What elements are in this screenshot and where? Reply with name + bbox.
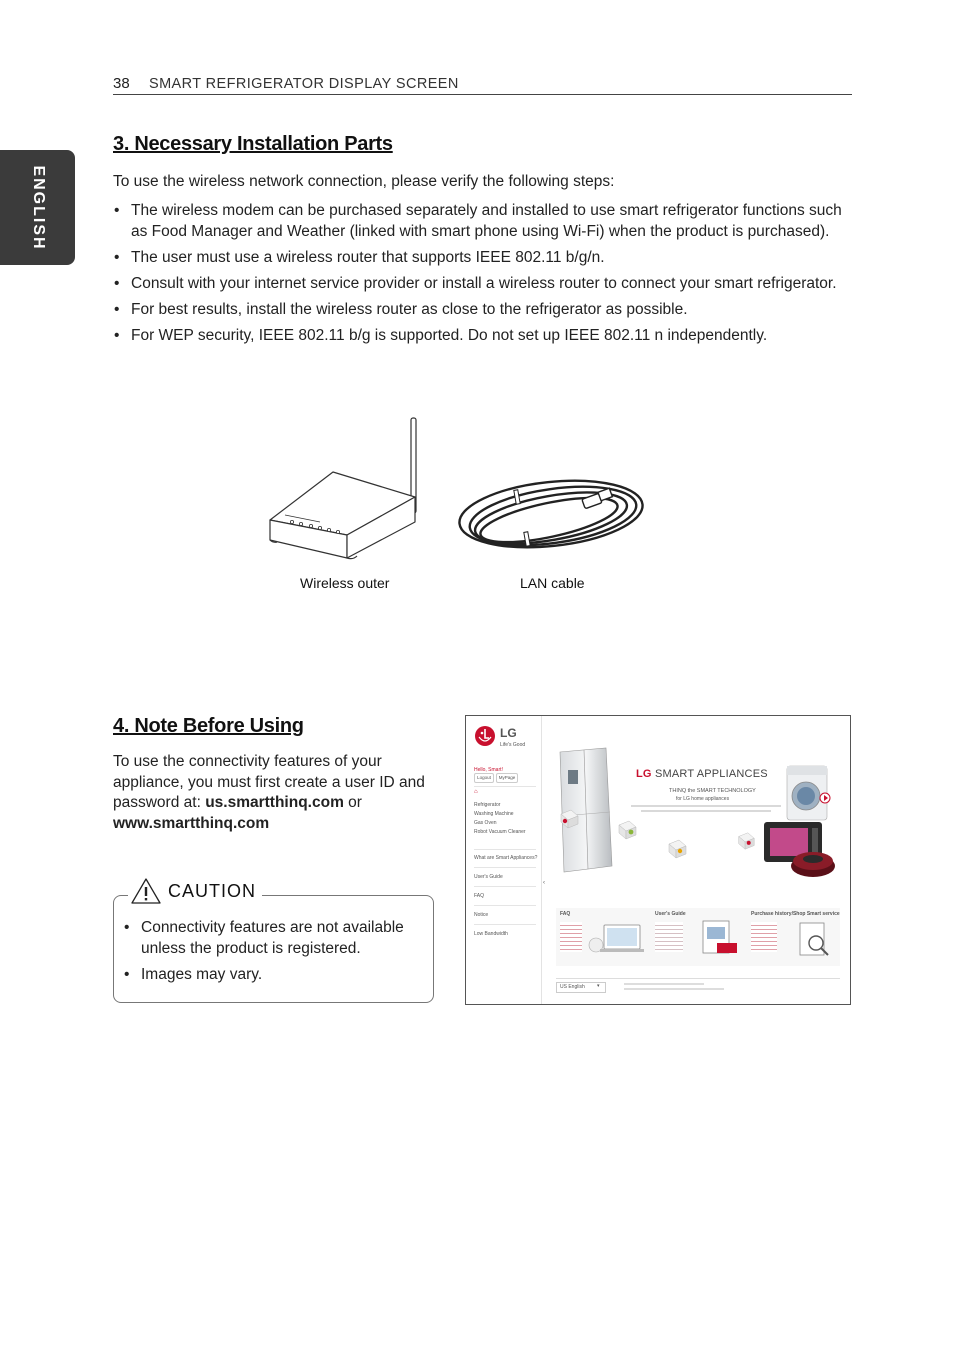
nav-faq[interactable]: FAQ [474, 893, 485, 899]
lg-logo-text: LG [500, 726, 517, 740]
users-guide-booklet-icon [691, 919, 741, 957]
section-3-heading: 3. Necessary Installation Parts [113, 133, 393, 155]
nav-divider [474, 786, 536, 787]
section-3-intro: To use the wireless network connection, please verify the following steps: [113, 173, 615, 190]
list-item: • The user must use a wireless router that supports IEEE 802.11 b/g/n. [113, 248, 848, 269]
card-faq-title[interactable]: FAQ [560, 911, 571, 917]
carousel-arrow-icon[interactable]: ‹ [543, 880, 545, 886]
lan-cable-illustration [455, 470, 650, 560]
or-text: or [343, 794, 362, 811]
warning-triangle-icon [130, 877, 162, 905]
feature-cube-icon [558, 808, 580, 830]
list-item: • Consult with your internet service provider or install a wireless router to connect your smart refrigerator. [113, 274, 848, 295]
installation-steps-list [113, 201, 848, 352]
nav-divider [474, 924, 536, 925]
card-purchase-title[interactable]: Purchase history/Shop Smart service [751, 911, 840, 917]
list-item: • Connectivity features are not available unless the product is registered. [123, 918, 428, 959]
footer-divider [556, 978, 840, 979]
side-tab-label: ENGLISH [29, 164, 47, 251]
page-number: 38 [113, 75, 130, 92]
footer-link-line [624, 983, 704, 985]
router-caption: Wireless outer [300, 575, 390, 591]
nav-robot-vacuum[interactable]: Robot Vacuum Cleaner [474, 829, 526, 835]
nav-divider [474, 849, 536, 850]
home-icon[interactable]: ⌂ [474, 789, 478, 795]
nav-divider [474, 905, 536, 906]
intro-text: To use the connectivity features of your appliance, you must first create a user ID and password at: [113, 753, 425, 811]
nav-divider [474, 867, 536, 868]
nav-divider [474, 886, 536, 887]
language-select-value: US English [560, 984, 585, 990]
card-users-guide-title[interactable]: User's Guide [655, 911, 686, 917]
lg-tagline: Life's Good [500, 742, 526, 748]
nav-refrigerator[interactable]: Refrigerator [474, 802, 501, 808]
card-text-placeholder [751, 922, 777, 952]
list-item: • Images may vary. [123, 965, 428, 986]
language-select[interactable] [556, 982, 606, 993]
hero-copy-line [631, 805, 781, 807]
nav-low-bandwidth[interactable]: Low Bandwidth [474, 931, 508, 937]
mypage-button[interactable]: MyPage [496, 773, 518, 783]
smart-appliances-brand [636, 768, 768, 780]
feature-cube-icon [736, 831, 756, 851]
lg-logo-icon [474, 725, 496, 747]
brand-lg: LG [636, 768, 652, 780]
website-sidebar [466, 716, 542, 1004]
list-item: • For best results, install the wireless router as close to the refrigerator as possible. [113, 300, 848, 321]
wireless-router-illustration [265, 412, 430, 572]
nav-users-guide[interactable]: User's Guide [474, 874, 503, 880]
caution-list [123, 918, 428, 991]
greeting-text: Hello, Smart! [474, 767, 503, 773]
smartthinq-website-screenshot [465, 715, 851, 1005]
thinq-tagline: THINQ the SMART TECHNOLOGY [669, 788, 756, 794]
brand-rest: SMART APPLIANCES [651, 768, 768, 780]
footer-copyright-line [624, 988, 724, 990]
nav-notice[interactable]: Notice [474, 912, 489, 918]
card-text-placeholder [560, 922, 582, 952]
running-header: SMART REFRIGERATOR DISPLAY SCREEN [149, 76, 459, 92]
language-side-tab [0, 150, 75, 265]
faq-laptop-icon [586, 921, 646, 957]
list-item: • For WEP security, IEEE 802.11 b/g is supported. Do not set up IEEE 802.11 n independently. [113, 326, 848, 347]
robot-vacuum-image [788, 844, 838, 880]
feature-cube-icon [666, 838, 688, 860]
caution-title: CAUTION [168, 880, 256, 901]
lan-cable-caption: LAN cable [520, 575, 585, 591]
logout-button[interactable]: Logout [474, 773, 494, 783]
card-text-placeholder [655, 922, 683, 952]
purchase-clipboard-icon [786, 921, 836, 959]
section-4-intro [113, 752, 443, 834]
smartthinq-url-www: www.smartthinq.com [113, 814, 270, 832]
smartthinq-url-us: us.smartthinq.com [205, 794, 344, 811]
hero-copy-line [641, 810, 771, 812]
caution-header [128, 877, 262, 905]
thinq-subtitle: for LG home appliances [676, 796, 730, 802]
header-divider [113, 94, 852, 95]
nav-what-are-smart-appliances[interactable]: What are Smart Appliances? [474, 855, 538, 861]
nav-gas-oven[interactable]: Gas Oven [474, 820, 497, 826]
washing-machine-image [781, 762, 833, 824]
list-item: • The wireless modem can be purchased separately and installed to use smart refrigerator functions such as Food Manager and Weather (linked with smart phone using Wi-Fi) when the product is purchased). [113, 201, 848, 242]
section-4-heading: 4. Note Before Using [113, 715, 304, 737]
chevron-down-icon: ▾ [597, 983, 600, 989]
feature-cube-icon [616, 819, 638, 841]
nav-washing-machine[interactable]: Washing Machine [474, 811, 514, 817]
